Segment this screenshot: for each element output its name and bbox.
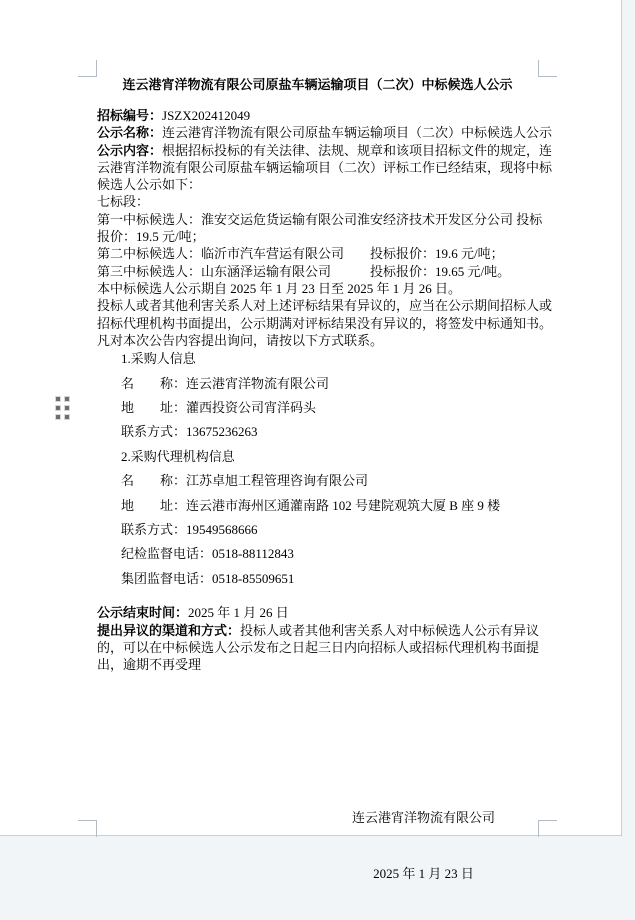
line-text: 第三中标候选人：山东涵泽运输有限公司 投标报价：19.65 元/吨。 — [97, 263, 511, 279]
text-line — [97, 315, 553, 332]
crop-mark-top-left-icon — [78, 60, 97, 77]
contact-line — [121, 347, 538, 371]
contact-line — [121, 396, 538, 420]
line-text: 候选人公示如下： — [97, 177, 202, 193]
line-text: 2025 年 1 月 26 日 — [188, 605, 289, 621]
contact-line — [121, 542, 538, 566]
line-text: 名 称：江苏卓旭工程管理咨询有限公司 — [121, 473, 369, 489]
line-text: 招标代理机构书面提出，公示期满对评标结果没有异议的，将签发中标通知书。 — [97, 315, 553, 331]
page-title: 连云港宵洋物流有限公司原盐车辆运输项目（二次）中标候选人公示 — [122, 77, 513, 92]
line-text: 的，可以在中标候选人公示发布之日起三日内向招标人或招标代理机构书面提 — [97, 639, 540, 655]
crop-mark-bottom-right-icon — [538, 820, 557, 837]
line-text: 投标人或者其他利害关系人对上述评标结果有异议的，应当在公示期间招标人或 — [97, 298, 553, 314]
contact-info-section — [97, 347, 538, 591]
text-line — [97, 622, 538, 639]
line-text: 名 称：连云港宵洋物流有限公司 — [121, 375, 330, 391]
line-text: 连云港宵洋物流有限公司原盐车辆运输项目（二次）中标候选人公示 — [162, 125, 553, 141]
closing-section — [97, 604, 538, 673]
line-text: 联系方式：13675236263 — [121, 424, 258, 440]
signature-company: 连云港宵洋物流有限公司 — [352, 810, 496, 825]
line-text: 集团监督电话：0518-85509651 — [121, 570, 295, 586]
table-drag-dots-icon[interactable] — [56, 397, 69, 419]
line-label: 公示结束时间： — [97, 605, 189, 621]
line-text: 1.采购人信息 — [121, 351, 196, 367]
crop-mark-bottom-left-icon — [78, 820, 97, 837]
line-text: 七标段： — [97, 194, 150, 210]
text-line — [97, 656, 538, 673]
line-label: 招标编号： — [97, 108, 163, 123]
contact-line — [121, 445, 538, 469]
line-text: 根据招标投标的有关法律、法规、规章和该项目招标文件的规定，连 — [162, 142, 553, 158]
text-line — [97, 124, 553, 141]
text-line — [97, 263, 538, 280]
contact-line — [121, 494, 538, 518]
announcement-text — [97, 107, 553, 349]
line-text: 云港宵洋物流有限公司原盐车辆运输项目（二次）评标工作已经结束，现将中标 — [97, 159, 553, 175]
crop-mark-top-right-icon — [538, 60, 557, 77]
text-line — [97, 639, 538, 656]
document-body — [97, 76, 553, 673]
line-label: 公示内容： — [97, 142, 163, 158]
text-line — [97, 107, 538, 124]
line-label: 公示名称： — [97, 125, 163, 141]
line-text: 第一中标候选人：淮安交运危货运输有限公司淮安经济技术开发区分公司 投标 — [97, 211, 543, 227]
contact-line — [121, 567, 538, 591]
line-text: 地 址：连云港市海州区通灌南路 102 号建院观筑大厦 B 座 9 楼 — [121, 497, 501, 513]
line-label: 提出异议的渠道和方式： — [97, 622, 241, 638]
line-text: 凡对本次公告内容提出询问，请按以下方式联系。 — [97, 332, 384, 348]
line-text: JSZX202412049 — [162, 108, 251, 123]
line-text: 本中标候选人公示期自 2025 年 1 月 23 日至 2025 年 1 月 26 日。 — [97, 280, 462, 296]
text-line — [97, 297, 553, 314]
text-line — [97, 142, 553, 159]
line-text: 出，逾期不再受理 — [97, 657, 202, 673]
line-text: 2.采购代理机构信息 — [121, 448, 235, 464]
text-line — [97, 211, 543, 228]
text-line — [97, 159, 553, 176]
line-text: 纪检监督电话：0518-88112843 — [121, 546, 294, 562]
contact-line — [121, 372, 538, 396]
text-line — [97, 228, 538, 245]
line-text: 第二中标候选人：临沂市汽车营运有限公司 投标报价：19.6 元/吨； — [97, 246, 504, 262]
line-text: 投标人或者其他利害关系人对中标候选人公示有异议 — [240, 622, 540, 638]
line-text: 联系方式：19549568666 — [121, 522, 258, 537]
text-line — [97, 245, 538, 262]
text-line — [97, 193, 538, 210]
signature-date: 2025 年 1 月 23 日 — [373, 865, 474, 881]
line-text: 地 址：灌西投资公司宵洋码头 — [121, 399, 317, 415]
line-text: 报价：19.5 元/吨； — [97, 229, 205, 245]
text-line — [97, 280, 538, 297]
contact-line — [121, 518, 538, 542]
text-line — [97, 176, 538, 193]
contact-line — [121, 420, 538, 444]
text-line — [97, 604, 538, 621]
signature-block — [352, 772, 495, 920]
contact-line — [121, 469, 538, 493]
